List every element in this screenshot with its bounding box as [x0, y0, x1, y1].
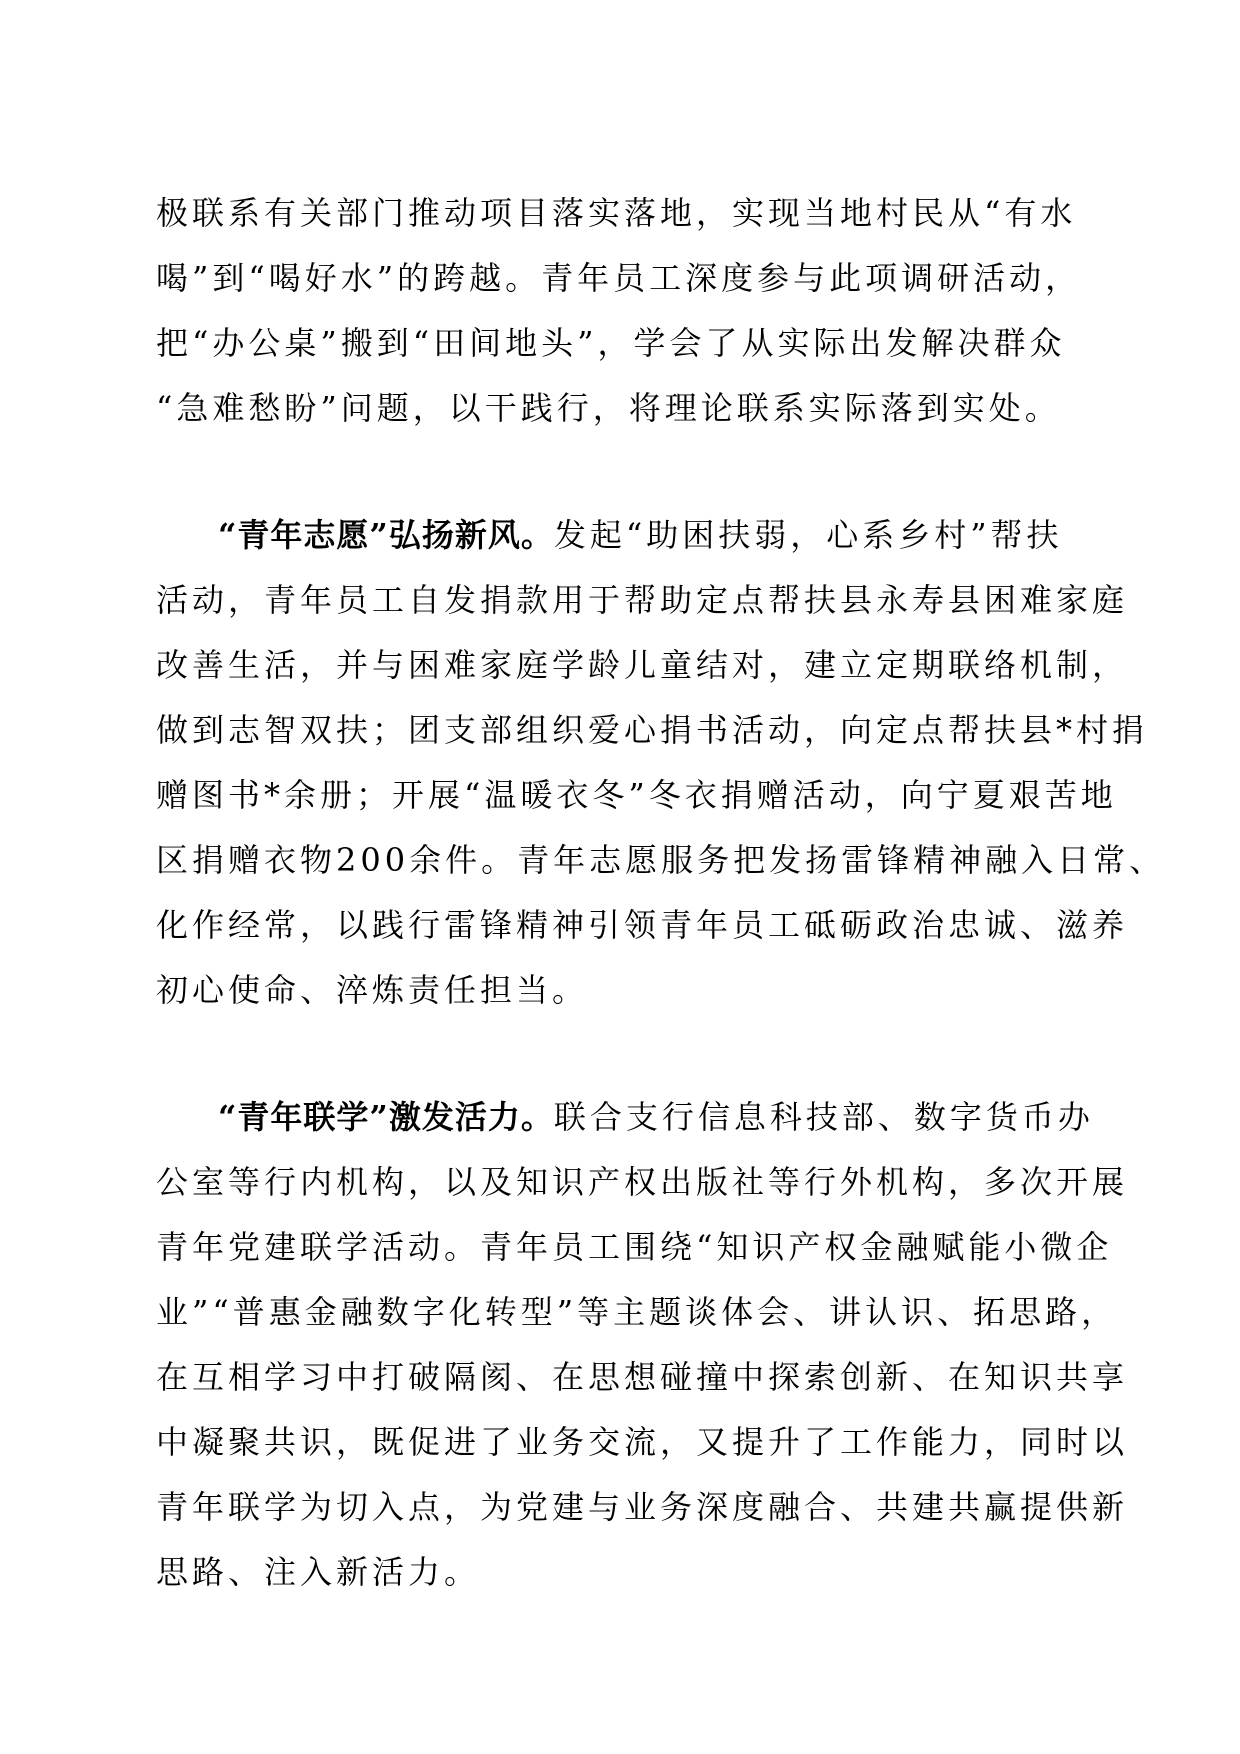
text-line: 赠图书*余册；开展“温暖衣冬”冬衣捐赠活动，向宁夏艰苦地 — [156, 776, 1117, 814]
text-line: 中凝聚共识，既促进了业务交流，又提升了工作能力，同时以 — [156, 1423, 1129, 1461]
text-line: 青年联学为切入点，为党建与业务深度融合、共建共赢提供新 — [156, 1488, 1129, 1526]
text-line: 公室等行内机构，以及知识产权出版社等行外机构，多次开展 — [156, 1163, 1129, 1201]
paragraph-spacer — [156, 441, 1096, 503]
paragraph-3 — [156, 1085, 1129, 1605]
text-line: 做到志智双扶；团支部组织爱心捐书活动，向定点帮扶县*村捐 — [156, 711, 1149, 749]
document-body — [156, 181, 1166, 1605]
text-run: 联合支行信息科技部、数字货币办 — [553, 1098, 1094, 1136]
text-line: 业”“普惠金融数字化转型”等主题谈体会、讲认识、拓思路， — [156, 1293, 1118, 1331]
text-line: 思路、注入新活力。 — [156, 1553, 481, 1591]
text-run: 发起“助困扶弱，心系乡村”帮扶 — [553, 516, 1063, 554]
text-line: 化作经常，以践行雷锋精神引领青年员工砥砺政治忠诚、滋养 — [156, 906, 1129, 944]
text-line-first — [156, 1085, 1096, 1150]
paragraph-1 — [156, 181, 1096, 441]
text-line-first — [156, 503, 1096, 568]
text-line: 在互相学习中打破隔阂、在思想碰撞中探索创新、在知识共享 — [156, 1358, 1129, 1396]
text-line: 改善生活，并与困难家庭学龄儿童结对，建立定期联络机制， — [156, 646, 1129, 684]
text-line: 把“办公桌”搬到“田间地头”，学会了从实际出发解决群众 — [156, 324, 1066, 362]
text-line: 青年党建联学活动。青年员工围绕“知识产权金融赋能小微企 — [156, 1228, 1113, 1266]
section-heading: “青年志愿”弘扬新风。 — [218, 516, 554, 554]
text-line: 活动，青年员工自发捐款用于帮助定点帮扶县永寿县困难家庭 — [156, 581, 1129, 619]
text-line: 喝”到“喝好水”的跨越。青年员工深度参与此项调研活动， — [156, 259, 1082, 297]
text-line: 极联系有关部门推动项目落实落地，实现当地村民从“有水 — [156, 194, 1077, 232]
section-heading: “青年联学”激发活力。 — [218, 1098, 554, 1136]
text-line: “急难愁盼”问题，以干践行，将理论联系实际落到实处。 — [156, 389, 1061, 427]
text-line: 初心使命、淬炼责任担当。 — [156, 971, 589, 1009]
paragraph-spacer — [156, 1023, 1096, 1085]
text-line: 区捐赠衣物200余件。青年志愿服务把发扬雷锋精神融入日常、 — [156, 841, 1166, 879]
paragraph-2 — [156, 503, 1166, 1023]
